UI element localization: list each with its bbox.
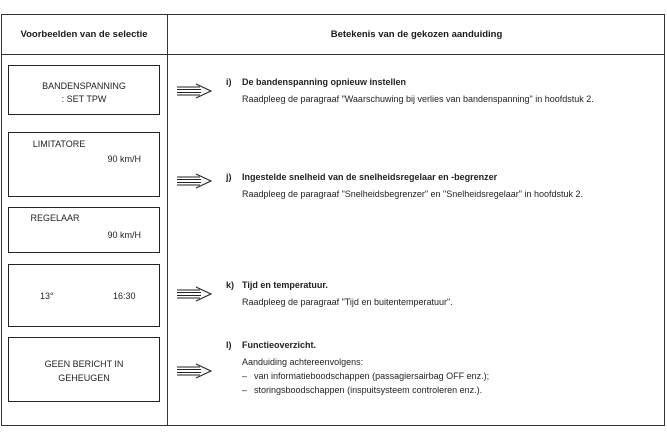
entry-k bbox=[226, 280, 453, 309]
bullet-dash: – bbox=[242, 371, 248, 381]
entry-body-text: Aanduiding achtereenvolgens: bbox=[242, 357, 364, 367]
display-tyre-pressure bbox=[8, 65, 160, 115]
entry-i bbox=[226, 77, 594, 106]
header-left: Voorbeelden van de selectie bbox=[20, 28, 148, 40]
display-line: REGELAAR bbox=[30, 213, 80, 223]
entry-key: l) bbox=[226, 340, 232, 350]
display-cruise-control bbox=[8, 207, 160, 253]
display-line: : SET TPW bbox=[61, 94, 107, 104]
bullet-item bbox=[242, 383, 489, 397]
display-line: 90 km/H bbox=[107, 230, 141, 240]
arrow-right-icon bbox=[176, 173, 212, 189]
entry-body: Raadpleeg de paragraaf "Tijd en buitentemperatuur". bbox=[242, 297, 453, 307]
display-line: GEHEUGEN bbox=[58, 373, 110, 383]
display-line: GEEN BERICHT IN bbox=[44, 359, 124, 369]
entry-title-row bbox=[226, 340, 489, 350]
entry-title: Functieoverzicht. bbox=[242, 340, 317, 350]
entry-title-row bbox=[226, 280, 453, 290]
header-divider bbox=[1, 54, 665, 55]
entry-title: Tijd en temperatuur. bbox=[242, 280, 328, 290]
bullet-text: storingsboodschappen (inspuitsysteem controleren enz.). bbox=[254, 385, 483, 395]
entry-body bbox=[242, 355, 489, 397]
entry-title: De bandenspanning opnieuw instellen bbox=[242, 77, 407, 87]
header-right: Betekenis van de gekozen aanduiding bbox=[330, 28, 503, 40]
entry-l bbox=[226, 340, 489, 397]
display-limiter bbox=[8, 132, 160, 197]
entry-title-row bbox=[226, 172, 583, 182]
bullet-text: van informatieboodschappen (passagiersairbag OFF enz.); bbox=[254, 371, 490, 381]
entry-title-row bbox=[226, 77, 594, 87]
display-time: 16:30 bbox=[113, 291, 136, 301]
arrow-right-icon bbox=[176, 83, 212, 99]
entry-key: i) bbox=[226, 77, 232, 87]
display-no-message bbox=[8, 337, 160, 402]
bullet-dash: – bbox=[242, 385, 248, 395]
display-line: BANDENSPANNING bbox=[42, 81, 126, 91]
entry-body: Raadpleeg de paragraaf "Waarschuwing bij verlies van bandenspanning" in hoofdstuk 2. bbox=[242, 94, 594, 104]
entry-key: k) bbox=[226, 280, 235, 290]
entry-body: Raadpleeg de paragraaf "Snelheidsbegrenzer" en "Snelheidsregelaar" in hoofdstuk 2. bbox=[242, 189, 584, 199]
arrow-right-icon bbox=[176, 286, 212, 302]
display-line: LIMITATORE bbox=[32, 139, 86, 149]
bullet-item bbox=[242, 369, 489, 383]
display-temperature: 13° bbox=[40, 291, 54, 301]
display-time-temperature bbox=[8, 264, 160, 327]
entry-key: j) bbox=[226, 172, 232, 182]
column-divider bbox=[167, 14, 168, 426]
entry-title: Ingestelde snelheid van de snelheidsregelaar en -begrenzer bbox=[242, 172, 498, 182]
display-line: 90 km/H bbox=[107, 154, 141, 164]
arrow-right-icon bbox=[176, 363, 212, 379]
entry-j bbox=[226, 172, 583, 201]
